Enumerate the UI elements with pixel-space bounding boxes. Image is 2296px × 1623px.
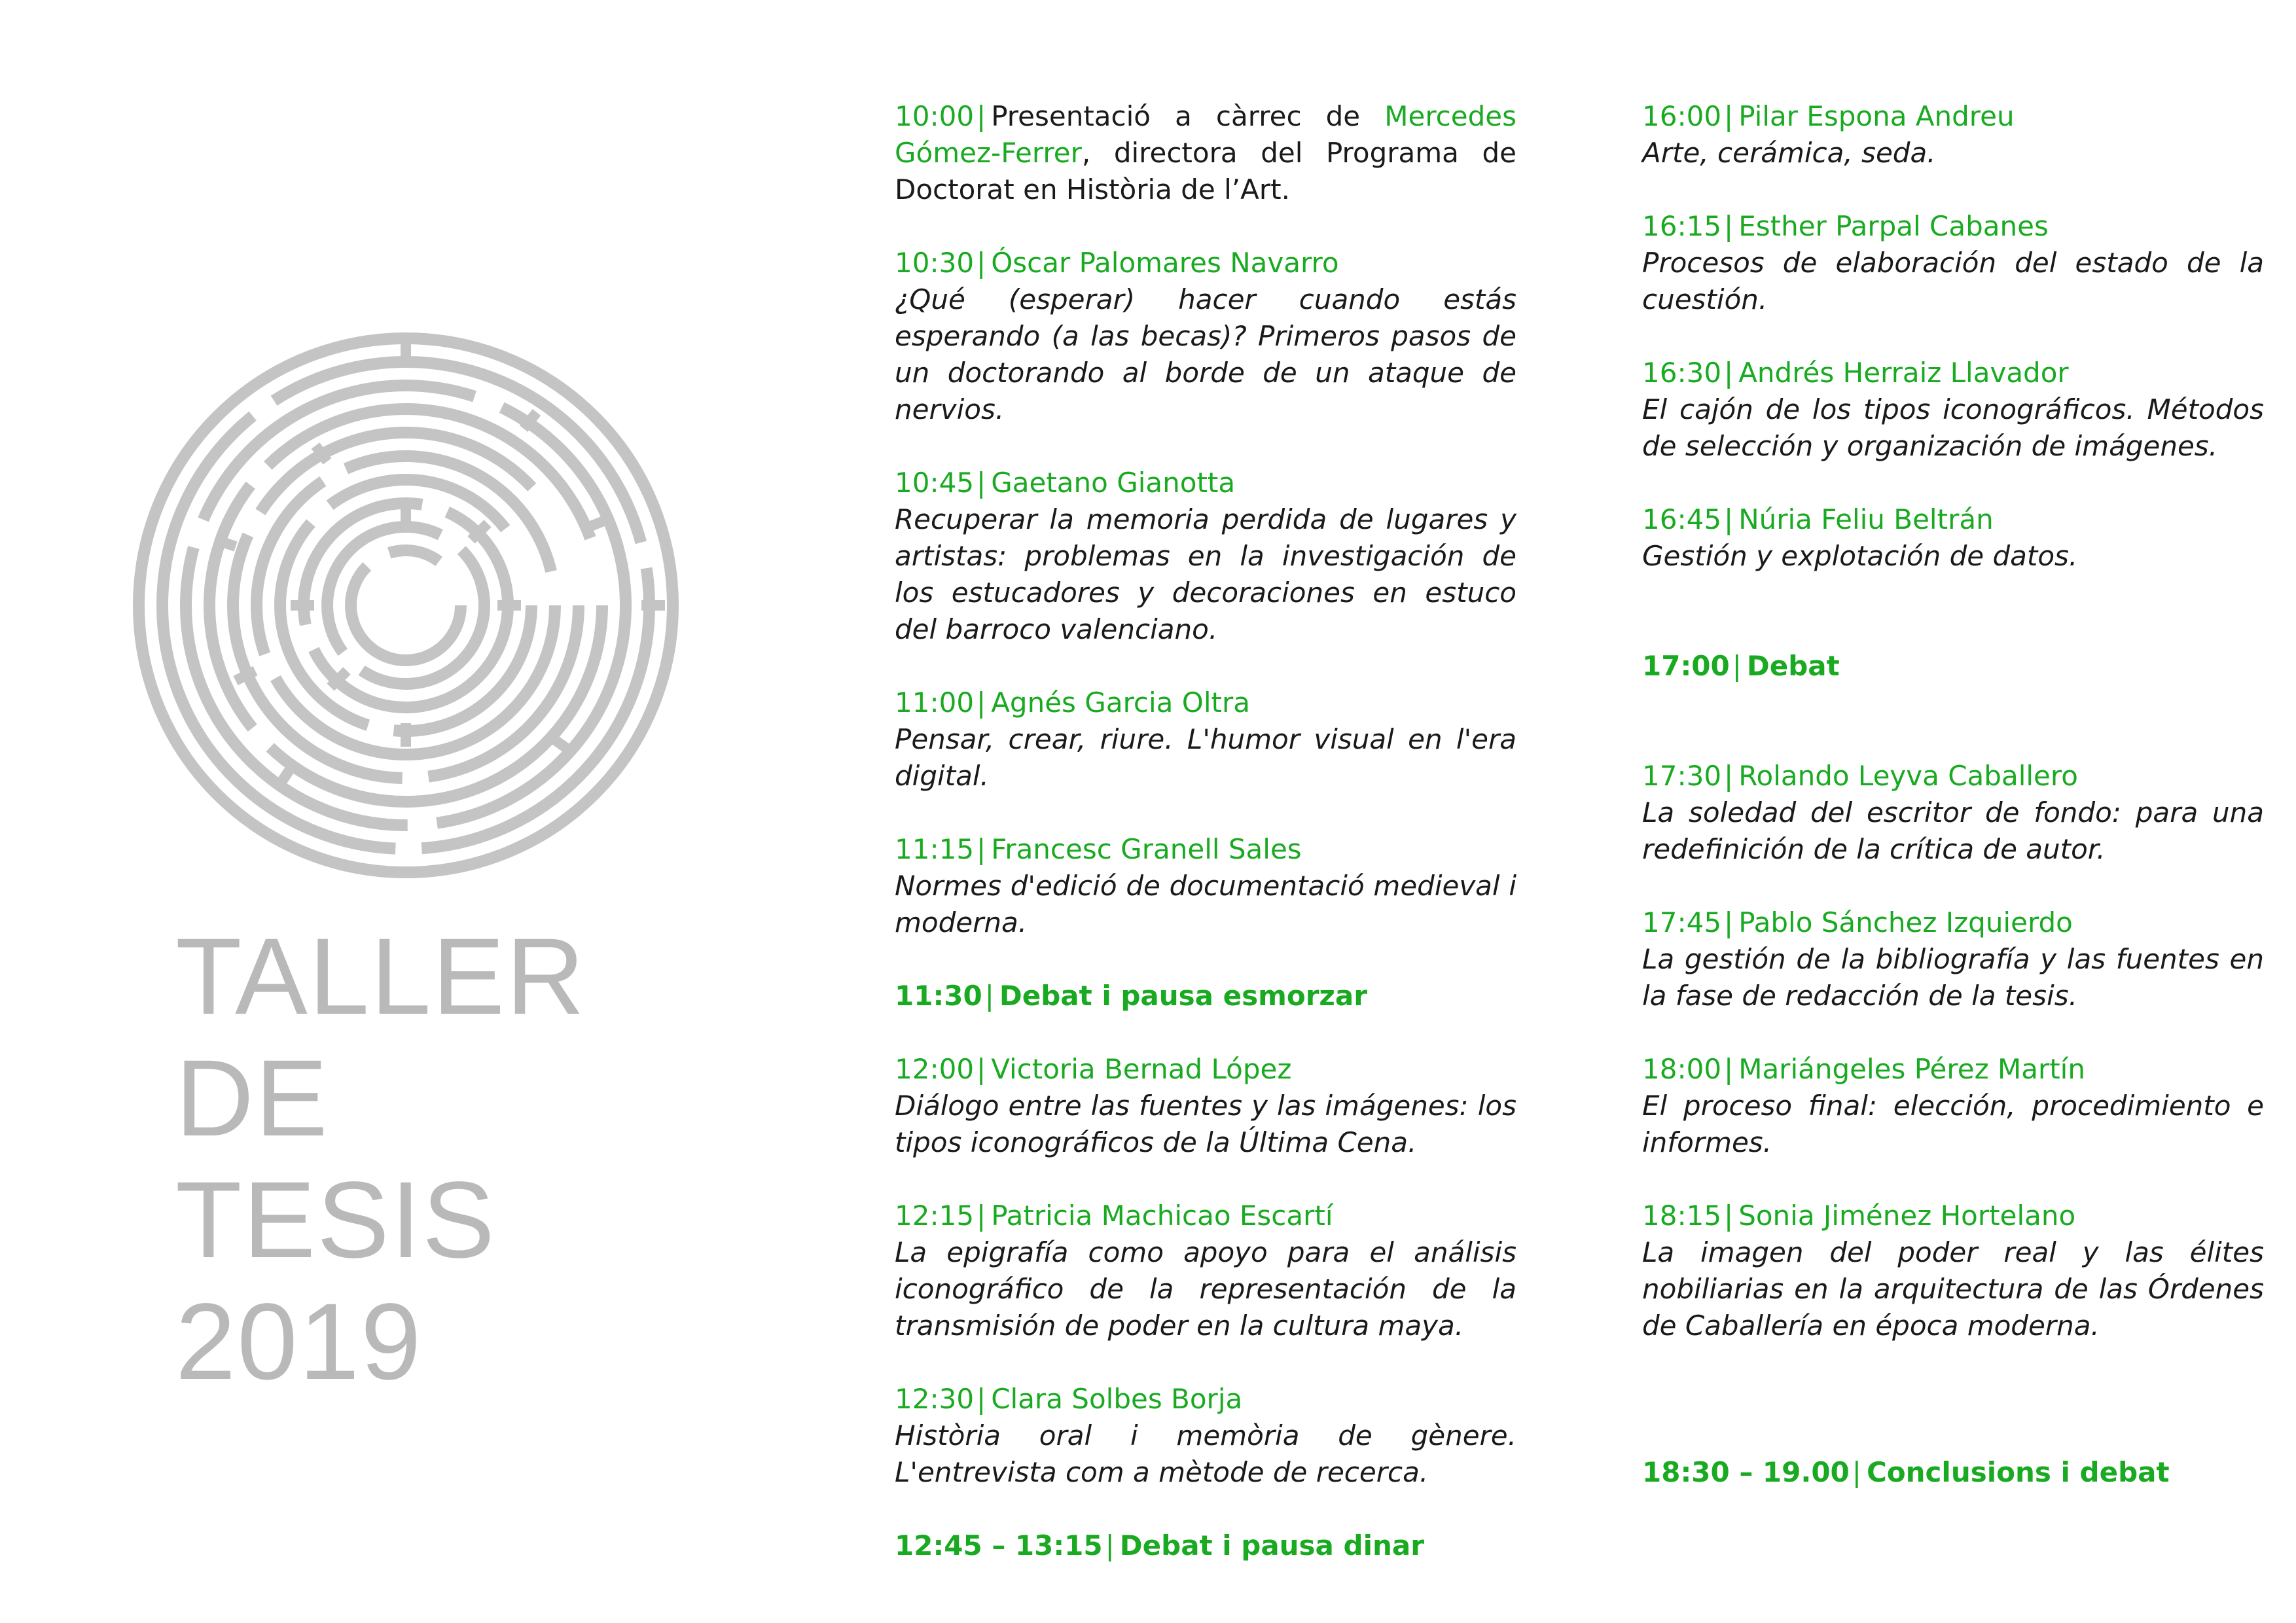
cover-title-line1: TALLER DE bbox=[175, 916, 586, 1159]
session-time: 18:00 bbox=[1642, 1053, 1722, 1085]
session-topic: La gestión de la bibliografía y las fuentes en la fase de redacción de la tesis. bbox=[1642, 943, 2264, 1012]
session-topic: Arte, cerámica, seda. bbox=[1642, 137, 1936, 169]
session-list-b bbox=[1642, 98, 2264, 575]
intro-speaker: Mercedes Gómez-Ferrer bbox=[895, 100, 1516, 169]
session-topic: Pensar, crear, riure. L'humor visual en l'era digital. bbox=[895, 723, 1516, 792]
session-time: 10:45 bbox=[895, 467, 975, 499]
separator: | bbox=[977, 100, 986, 132]
session-topic: ¿Qué (esperar) hacer cuando estás esperando (a las becas)? Primeros pasos de un doctorando al borde de un ataque de nervios. bbox=[895, 283, 1516, 425]
session-speaker: Clara Solbes Borja bbox=[991, 1383, 1243, 1415]
session-time: 16:00 bbox=[1642, 100, 1722, 132]
session-time: 10:30 bbox=[895, 247, 975, 279]
session-topic: La soledad del escritor de fondo: para una redefinición de la crítica de autor. bbox=[1642, 796, 2264, 865]
session-speaker: Óscar Palomares Navarro bbox=[991, 247, 1339, 279]
session-time: 11:15 bbox=[895, 833, 975, 865]
session-topic: El cajón de los tipos iconográficos. Métodos de selección y organización de imágenes. bbox=[1642, 393, 2264, 462]
session-speaker: Francesc Granell Sales bbox=[991, 833, 1302, 865]
session-time: 11:00 bbox=[895, 687, 975, 719]
session-time: 18:15 bbox=[1642, 1200, 1722, 1232]
session: 16:00| Pilar Espona Andreu Arte, cerámica, seda. bbox=[1642, 98, 2264, 171]
program-column-afternoon bbox=[1642, 98, 2264, 1491]
session: 10:30| Óscar Palomares Navarro ¿Qué (esperar) hacer cuando estás esperando (a las becas)? Primeros pasos de un doctorando al borde de un ataque de nervios. bbox=[895, 245, 1516, 428]
session-intro bbox=[895, 98, 1516, 208]
session-list-a2 bbox=[895, 1051, 1516, 1491]
break-debate: 17:00| Debat bbox=[1642, 650, 1840, 682]
session-time: 12:00 bbox=[895, 1053, 975, 1085]
session-topic: Recuperar la memoria perdida de lugares y artistas: problemas en la investigación de los estucadores y decoraciones en estuco del barroco valenciano. bbox=[895, 503, 1516, 645]
session-time: 16:30 bbox=[1642, 357, 1722, 389]
session-speaker: Gaetano Gianotta bbox=[991, 467, 1236, 499]
intro-text-before: Presentació a càrrec de bbox=[991, 100, 1385, 132]
intro-text-after: , directora del Programa de Doctorat en Història de l’Art. bbox=[895, 137, 1516, 205]
maze-logo bbox=[131, 330, 681, 880]
closing-time: 18:30 – 19.00 bbox=[1642, 1456, 1850, 1488]
session-time: 10:00 bbox=[895, 100, 975, 132]
session-speaker: Victoria Bernad López bbox=[991, 1053, 1292, 1085]
session-speaker: Pilar Espona Andreu bbox=[1738, 100, 2015, 132]
break-lunch: 12:45 – 13:15| Debat i pausa dinar bbox=[895, 1529, 1424, 1561]
break-time: 12:45 – 13:15 bbox=[895, 1529, 1103, 1561]
session-list-b2 bbox=[1642, 758, 2264, 1344]
program-column-morning bbox=[895, 98, 1516, 1564]
session-time: 17:30 bbox=[1642, 760, 1722, 792]
break-breakfast: 11:30| Debat i pausa esmorzar bbox=[895, 980, 1367, 1012]
session-topic: Història oral i memòria de gènere. L'entrevista com a mètode de recerca. bbox=[895, 1419, 1516, 1488]
session-speaker: Núria Feliu Beltrán bbox=[1738, 503, 1994, 535]
session-speaker: Pablo Sánchez Izquierdo bbox=[1738, 906, 2073, 938]
session-speaker: Mariángeles Pérez Martín bbox=[1738, 1053, 2085, 1085]
session-speaker: Patricia Machicao Escartí bbox=[991, 1200, 1333, 1232]
session-topic: Diálogo entre las fuentes y las imágenes: los tipos iconográficos de la Última Cena. bbox=[895, 1090, 1516, 1158]
break-time: 17:00 bbox=[1642, 650, 1730, 682]
break-label: Debat i pausa esmorzar bbox=[999, 980, 1367, 1012]
session-speaker: Andrés Herraiz Llavador bbox=[1738, 357, 2069, 389]
session-time: 16:45 bbox=[1642, 503, 1722, 535]
session: 12:15| Patricia Machicao Escartí La epigrafía como apoyo para el análisis iconográfico de la representación de la transmisión de poder en la cultura maya. bbox=[895, 1198, 1516, 1344]
session: 16:45| Núria Feliu Beltrán Gestión y explotación de datos. bbox=[1642, 501, 2264, 575]
session-time: 16:15 bbox=[1642, 210, 1722, 242]
session: 11:00| Agnés Garcia Oltra Pensar, crear, riure. L'humor visual en l'era digital. bbox=[895, 685, 1516, 794]
closing-session: 18:30 – 19.00| Conclusions i debat bbox=[1642, 1456, 2170, 1488]
cover-title-line2: TESIS 2019 bbox=[175, 1160, 496, 1402]
session-speaker: Rolando Leyva Caballero bbox=[1738, 760, 2078, 792]
session: 12:00| Victoria Bernad López Diálogo entre las fuentes y las imágenes: los tipos iconográficos de la Última Cena. bbox=[895, 1051, 1516, 1161]
session-speaker: Sonia Jiménez Hortelano bbox=[1738, 1200, 2076, 1232]
session-topic: El proceso final: elección, procedimiento e informes. bbox=[1642, 1090, 2264, 1158]
session: 18:00| Mariángeles Pérez Martín El proceso final: elección, procedimiento e informes. bbox=[1642, 1051, 2264, 1161]
session-speaker: Agnés Garcia Oltra bbox=[991, 687, 1250, 719]
session-topic: La epigrafía como apoyo para el análisis iconográfico de la representación de la transmisión de poder en la cultura maya. bbox=[895, 1236, 1516, 1342]
session-topic: Gestión y explotación de datos. bbox=[1642, 540, 2078, 572]
session-speaker: Esther Parpal Cabanes bbox=[1738, 210, 2049, 242]
session: 17:30| Rolando Leyva Caballero La soledad del escritor de fondo: para una redefinición de la crítica de autor. bbox=[1642, 758, 2264, 868]
session: 16:30| Andrés Herraiz Llavador El cajón de los tipos iconográficos. Métodos de selección y organización de imágenes. bbox=[1642, 355, 2264, 465]
session-time: 12:30 bbox=[895, 1383, 975, 1415]
session-time: 12:15 bbox=[895, 1200, 975, 1232]
break-label: Debat i pausa dinar bbox=[1119, 1529, 1424, 1561]
session-topic: Procesos de elaboración del estado de la cuestión. bbox=[1642, 247, 2264, 315]
session: 18:15| Sonia Jiménez Hortelano La imagen del poder real y las élites nobiliarias en la arquitectura de las Órdenes de Caballería en época moderna. bbox=[1642, 1198, 2264, 1344]
break-label: Debat bbox=[1746, 650, 1840, 682]
session: 11:15| Francesc Granell Sales Normes d'edició de documentació medieval i moderna. bbox=[895, 831, 1516, 941]
session: 12:30| Clara Solbes Borja Història oral i memòria de gènere. L'entrevista com a mètode de recerca. bbox=[895, 1381, 1516, 1491]
session-topic: Normes d'edició de documentació medieval i moderna. bbox=[895, 870, 1516, 938]
closing-label: Conclusions i debat bbox=[1866, 1456, 2170, 1488]
session-topic: La imagen del poder real y las élites nobiliarias en la arquitectura de las Órdenes de Caballería en época moderna. bbox=[1642, 1236, 2264, 1342]
session: 10:45| Gaetano Gianotta Recuperar la memoria perdida de lugares y artistas: problemas en la investigación de los estucadores y decoraciones en estuco del barroco valenciano. bbox=[895, 465, 1516, 648]
cover-title bbox=[175, 916, 673, 1403]
session-list-a bbox=[895, 245, 1516, 941]
session-time: 17:45 bbox=[1642, 906, 1722, 938]
session: 16:15| Esther Parpal Cabanes Procesos de elaboración del estado de la cuestión. bbox=[1642, 208, 2264, 318]
session: 17:45| Pablo Sánchez Izquierdo La gestión de la bibliografía y las fuentes en la fase de redacción de la tesis. bbox=[1642, 904, 2264, 1014]
break-time: 11:30 bbox=[895, 980, 982, 1012]
